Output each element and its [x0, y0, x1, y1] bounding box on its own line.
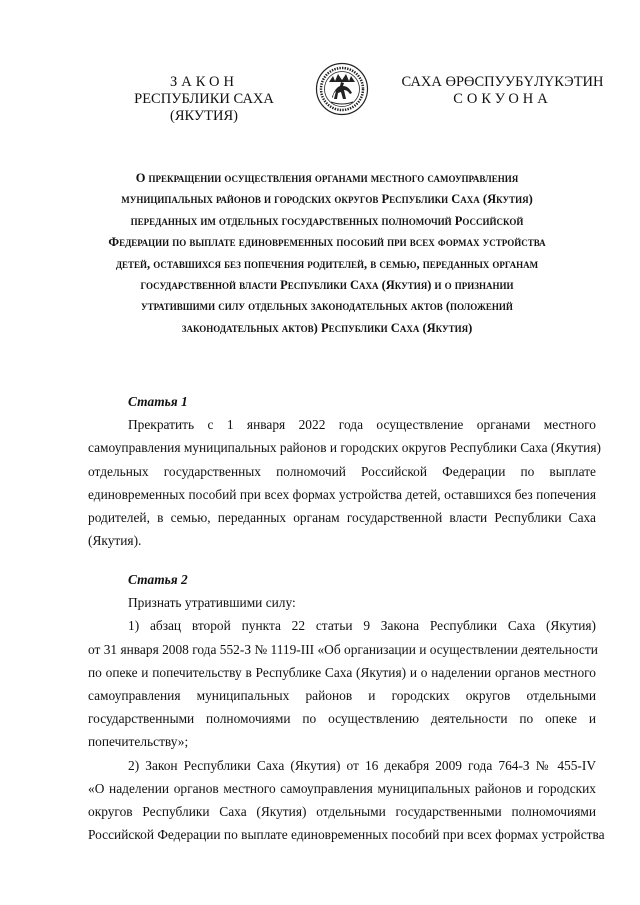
- title-line: утратившими силу отдельных законодательных актов (положений: [141, 299, 513, 314]
- law-word: ЗАКОН: [170, 74, 238, 90]
- law-word-yakut: СОКУОНА: [453, 91, 552, 107]
- law-header-right: [395, 74, 610, 108]
- paragraph-line: единовременных пособий при всех формах устройства детей, оставшихся без попечения: [88, 486, 596, 502]
- title-line: законодательных актов) Республики Саха (Якутия): [181, 320, 473, 335]
- paragraph-line: Российской Федерации по выплате единовременных пособий при всех формах устройства: [88, 827, 605, 843]
- paragraph-line: 2) Закон Республики Саха (Якутия) от 16 декабря 2009 года 764-З № 455-IV: [128, 757, 596, 773]
- paragraph-line: отдельных государственных полномочий Российской Федерации по выплате: [88, 463, 596, 479]
- title-line: детей, оставшихся без попечения родителей, в семью, переданных органам: [115, 256, 539, 271]
- paragraph-line: Признать утратившими силу:: [128, 595, 296, 611]
- paragraph-line: «О наделении органов местного самоуправления муниципальных районов и городских: [88, 780, 596, 796]
- paragraph-line: родителей, в семью, переданных органам государственной власти Республики Саха: [88, 510, 596, 526]
- coat-of-arms-emblem: [315, 62, 369, 116]
- title-line: государственной власти Республики Саха (Якутия) и о признании: [140, 278, 514, 293]
- paragraph-line: по опеке и попечительству в Республике Саха (Якутия) и о наделении органов местного: [88, 664, 596, 680]
- republic-name: РЕСПУБЛИКИ САХА (ЯКУТИЯ): [134, 91, 274, 124]
- article-1: [88, 390, 601, 552]
- paragraph-line: округов Республики Саха (Якутия) отдельными государственными полномочиями: [88, 804, 596, 820]
- republic-name-yakut: САХА ӨРӨСПУУБҮЛҮКЭТИН: [401, 74, 604, 90]
- article-heading: Статья 1: [128, 394, 188, 409]
- paragraph-line: самоуправления муниципальных районов и городских округов отдельными: [88, 688, 596, 704]
- paragraph-line: самоуправления муниципальных районов и городских округов Республики Саха (Якутия): [88, 440, 601, 456]
- paragraph-line: 1) абзац второй пункта 22 статьи 9 Закона Республики Саха (Якутия): [128, 618, 596, 634]
- article-heading: Статья 2: [128, 572, 188, 587]
- title-line: муниципальных районов и городских округов Республики Саха (Якутия): [121, 192, 533, 207]
- paragraph-line: попечительству»;: [88, 734, 189, 750]
- law-header-left: [100, 74, 308, 125]
- title-line: О прекращении осуществления органами местного самоуправления: [135, 171, 519, 185]
- paragraph-line: государственными полномочиями по осуществлению деятельности по опеке и: [88, 711, 596, 727]
- paragraph-line: Прекратить с 1 января 2022 года осуществление органами местного: [128, 417, 596, 433]
- article-2: [88, 568, 605, 846]
- paragraph-line: от 31 января 2008 года 552-З № 1119-III «Об организации и осуществлении деятельности: [88, 641, 598, 657]
- title-line: переданных им отдельных государственных полномочий Российской: [130, 213, 524, 228]
- law-title: [88, 168, 566, 339]
- paragraph-line: (Якутия).: [88, 533, 142, 549]
- title-line: Федерации по выплате единовременных пособий при всех формах устройства: [108, 235, 546, 250]
